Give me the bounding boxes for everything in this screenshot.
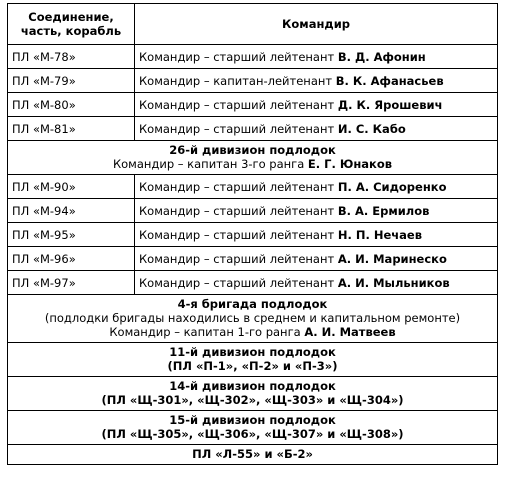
unit-cell: ПЛ «М-96» [8, 247, 135, 271]
commander-rank: Командир – старший лейтенант [139, 227, 335, 242]
last-cell [8, 445, 498, 465]
units-table-container [7, 3, 498, 465]
commander-rank: Командир – старший лейтенант [139, 251, 335, 266]
division-26-title: 26-й дивизион подлодок [169, 143, 336, 157]
table-row [8, 93, 498, 117]
table-row [8, 271, 498, 295]
division-15-cell [8, 411, 498, 445]
table-row [8, 175, 498, 199]
commander-rank: Командир – старший лейтенант [139, 179, 335, 194]
division-14-boats: (ПЛ «Щ-301», «Щ-302», «Щ-303» и «Щ-304») [101, 393, 404, 407]
unit-cell: ПЛ «М-97» [8, 271, 135, 295]
division-14-cell [8, 377, 498, 411]
unit-cell: ПЛ «М-80» [8, 93, 135, 117]
unit-cell: ПЛ «М-94» [8, 199, 135, 223]
table-row [8, 45, 498, 69]
header-unit: Соединение, часть, корабль [8, 4, 135, 45]
commander-cell [135, 175, 498, 199]
commander-rank: Командир – старший лейтенант [139, 49, 335, 64]
commander-rank: Командир – капитан 3-го ранга [112, 157, 305, 171]
commander-name: В. Д. Афонин [337, 49, 426, 64]
division-15-title: 15-й дивизион подлодок [169, 413, 336, 427]
header-commander: Командир [135, 4, 498, 45]
commander-rank: Командир – старший лейтенант [139, 97, 335, 112]
brigade-4-row [8, 295, 498, 343]
table-row [8, 247, 498, 271]
commander-name: В. А. Ермилов [337, 203, 430, 218]
unit-cell: ПЛ «М-90» [8, 175, 135, 199]
last-row [8, 445, 498, 465]
division-14-title: 14-й дивизион подлодок [169, 379, 336, 393]
division-11-boats: (ПЛ «П-1», «П-2» и «П-3») [167, 359, 338, 373]
last-boats: ПЛ «Л-55» и «Б-2» [192, 447, 313, 461]
brigade-4-cell [8, 295, 498, 343]
commander-name: И. С. Кабо [337, 121, 406, 136]
commander-name: Н. П. Нечаев [337, 227, 422, 242]
table-header-row [8, 4, 498, 45]
commander-cell [135, 199, 498, 223]
commander-cell [135, 271, 498, 295]
commander-cell [135, 247, 498, 271]
brigade-4-commander [10, 325, 495, 339]
commander-name: Д. К. Ярошевич [337, 97, 443, 112]
commander-name: В. К. Афанасьев [335, 73, 444, 88]
division-26-commander [10, 157, 495, 171]
commander-name: А. И. Мыльников [337, 275, 450, 290]
division-11-row [8, 343, 498, 377]
commander-rank: Командир – старший лейтенант [139, 275, 335, 290]
division-15-row [8, 411, 498, 445]
brigade-4-note: (подлодки бригады находились в среднем и капитальном ремонте) [44, 311, 461, 325]
division-11-title: 11-й дивизион подлодок [169, 345, 336, 359]
division-15-boats: (ПЛ «Щ-305», «Щ-306», «Щ-307» и «Щ-308») [101, 427, 404, 441]
table-row [8, 199, 498, 223]
division-14-row [8, 377, 498, 411]
commander-cell [135, 93, 498, 117]
unit-cell: ПЛ «М-81» [8, 117, 135, 141]
commander-rank: Командир – капитан 1-го ранга [109, 325, 301, 339]
commander-cell [135, 69, 498, 93]
division-11-cell [8, 343, 498, 377]
commander-name: А. И. Матвеев [304, 325, 396, 339]
commander-name: Е. Г. Юнаков [307, 157, 393, 171]
commander-cell [135, 45, 498, 69]
brigade-4-title: 4-я бригада подлодок [177, 297, 328, 311]
units-commanders-table [7, 3, 498, 465]
commander-rank: Командир – старший лейтенант [139, 203, 335, 218]
unit-cell: ПЛ «М-95» [8, 223, 135, 247]
table-row [8, 223, 498, 247]
commander-cell [135, 223, 498, 247]
division-26-row [8, 141, 498, 175]
commander-name: А. И. Маринеско [337, 251, 447, 266]
commander-rank: Командир – капитан-лейтенант [139, 73, 333, 88]
table-row [8, 117, 498, 141]
commander-cell [135, 117, 498, 141]
unit-cell: ПЛ «М-79» [8, 69, 135, 93]
commander-name: П. А. Сидоренко [337, 179, 447, 194]
division-26-cell [8, 141, 498, 175]
table-row [8, 69, 498, 93]
commander-rank: Командир – старший лейтенант [139, 121, 335, 136]
unit-cell: ПЛ «М-78» [8, 45, 135, 69]
